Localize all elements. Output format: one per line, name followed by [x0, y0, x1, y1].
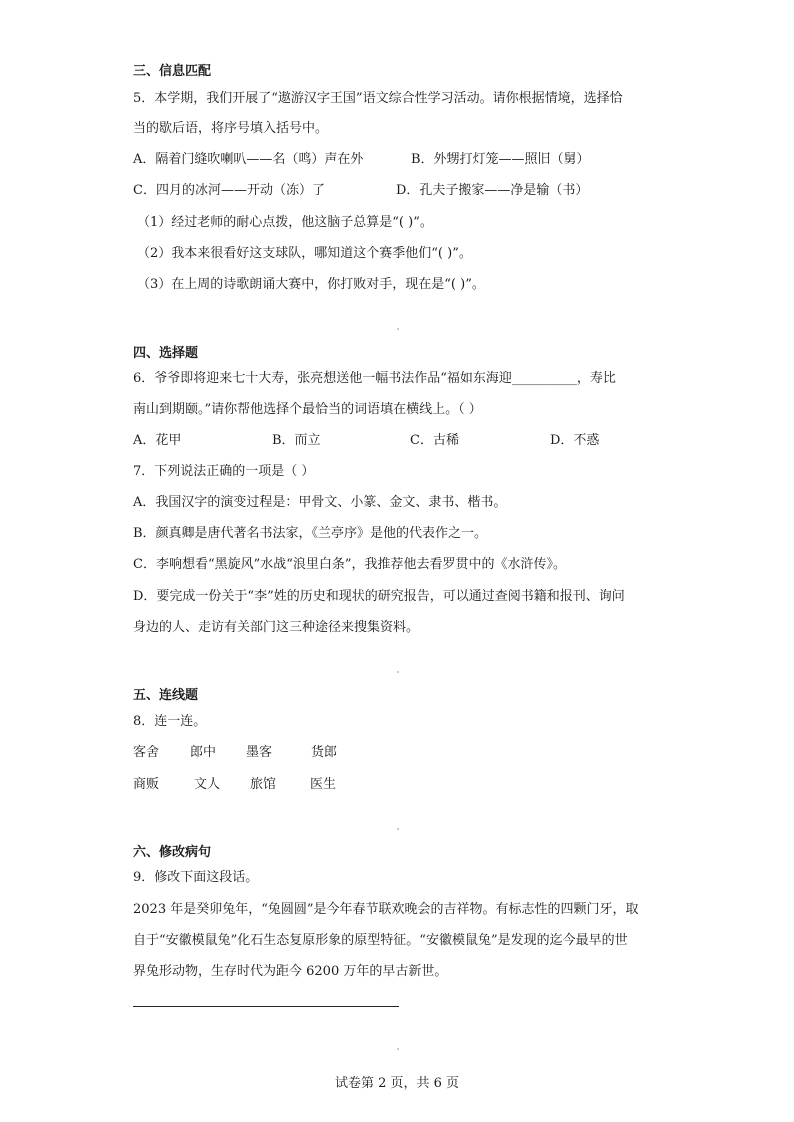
q9-paragraph-line-1: 2023 年是癸卯兔年，“兔圆圆”是今年春节联欢晚会的吉祥物。有标志性的四颗门牙，取: [133, 902, 639, 917]
match-right-item: 文人: [194, 777, 221, 792]
q5-option-a: A．隔着门缝吹喇叭——名（鸣）声在外: [133, 152, 364, 167]
match-right-item: 旅馆: [250, 777, 277, 792]
match-right-item: 商贩: [133, 777, 160, 792]
section-heading-6: 六、修改病句: [133, 845, 212, 860]
answer-line[interactable]: [133, 1006, 399, 1007]
question-5-text-line-2: 当的歇后语，将序号填入括号中。: [133, 121, 329, 136]
question-9-stem: 9．修改下面这段话。: [133, 870, 259, 885]
section-heading-3: 三、信息匹配: [133, 64, 212, 79]
match-left-item: 客舍: [133, 745, 160, 760]
q7-option-d-line-1: D．要完成一份关于“李”姓的历史和现状的研究报告，可以通过查阅书籍和报刊、询问: [133, 589, 625, 604]
q9-paragraph-line-2: 自于“安徽模鼠兔”化石生态复原形象的原型特征。“安徽模鼠兔”是发现的迄今最早的世: [133, 933, 628, 948]
q5-option-d: D．孔夫子搬家——净是输（书）: [396, 183, 589, 198]
q9-paragraph-line-3: 界兔形动物，生存时代为距今 6200 万年的早古新世。: [133, 964, 448, 979]
q6-option-a: A．花甲: [133, 433, 182, 448]
q5-subquestion-1: （1）经过老师的耐心点拨，他这脑子总算是“( )”。: [137, 215, 433, 230]
section-heading-4: 四、选择题: [133, 346, 199, 361]
q6-option-b: B．而立: [272, 433, 321, 448]
match-left-item: 货郎: [311, 745, 338, 760]
q7-option-a: A．我国汉字的演变过程是：甲骨文、小篆、金文、隶书、楷书。: [133, 495, 507, 510]
separator-dot: [397, 671, 399, 673]
separator-dot: [397, 1048, 399, 1050]
question-6-text-line-2: 南山到期颐。”请你帮他选择个最恰当的词语填在横线上。（ ）: [133, 402, 482, 417]
q7-option-d-line-2: 身边的人、走访有关部门这三种途径来搜集资料。: [133, 620, 420, 635]
q5-subquestion-2: （2）我本来很看好这支球队，哪知道这个赛季他们“( )”。: [137, 246, 472, 261]
q7-option-b: B．颜真卿是唐代著名书法家，《兰亭序》是他的代表作之一。: [133, 526, 488, 541]
question-5-text-line-1: 5．本学期，我们开展了“遨游汉字王国”语文综合性学习活动。请你根据情境，选择恰: [133, 91, 623, 106]
question-7-stem: 7．下列说法正确的一项是（ ）: [133, 464, 315, 479]
match-left-item: 墨客: [246, 745, 273, 760]
q6-option-d: D．不惑: [550, 433, 600, 448]
q5-option-c: C．四月的冰河——开动（冻）了: [133, 183, 325, 198]
separator-dot: [397, 828, 399, 830]
separator-dot: [397, 328, 399, 330]
q5-option-b: B．外甥打灯笼——照旧（舅）: [411, 152, 590, 167]
question-6-text-line-1: 6．爷爷即将迎来七十大寿，张亮想送他一幅书法作品“福如东海迎__________，寿比: [133, 371, 616, 386]
question-8-stem: 8．连一连。: [133, 714, 207, 729]
section-heading-5: 五、连线题: [133, 688, 199, 703]
q7-option-c: C．李响想看“黑旋风”水战“浪里白条”，我推荐他去看罗贯中的《水浒传》。: [133, 557, 567, 572]
page-footer: 试卷第 2 页，共 6 页: [334, 1076, 460, 1091]
match-right-item: 医生: [310, 777, 337, 792]
q5-subquestion-3: （3）在上周的诗歌朗诵大赛中，你打败对手，现在是“( )”。: [137, 277, 485, 292]
match-left-item: 郎中: [190, 745, 217, 760]
q6-option-c: C．古稀: [410, 433, 459, 448]
